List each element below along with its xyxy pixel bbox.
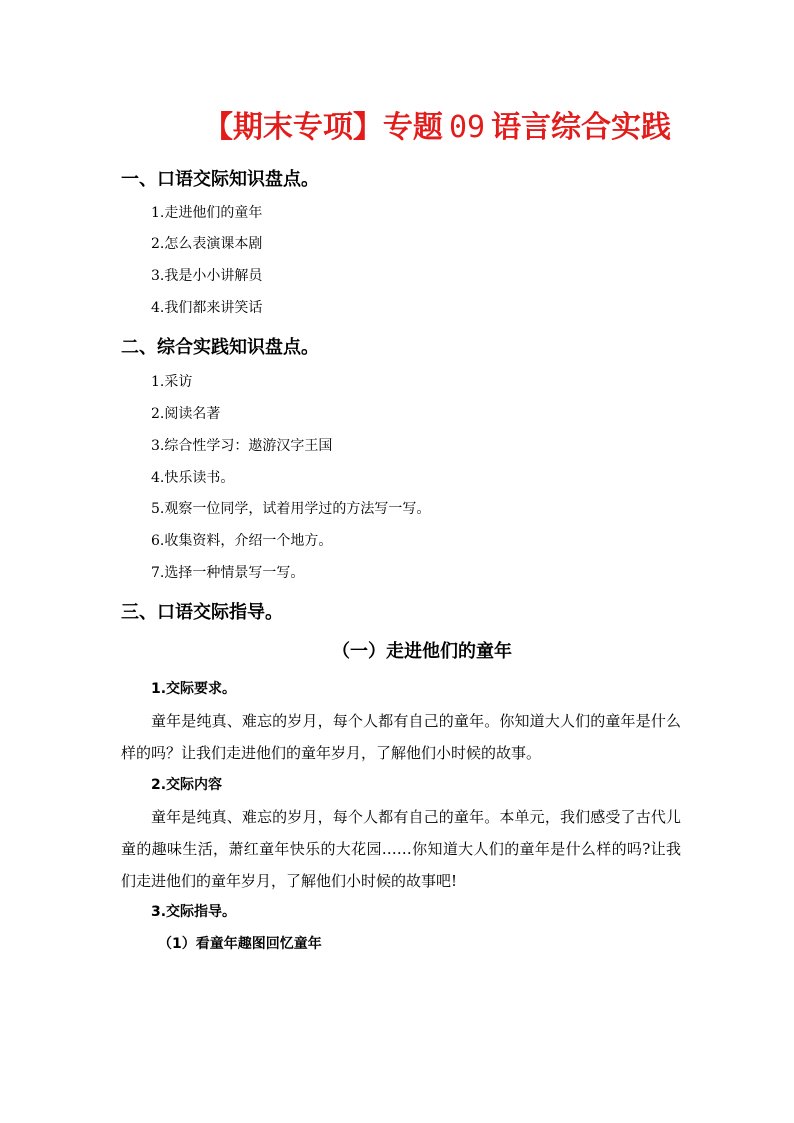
section3-heading: 三、口语交际指导。: [121, 602, 283, 623]
section2-heading: 二、综合实践知识盘点。: [121, 337, 319, 358]
section1-heading: 一、口语交际知识盘点。: [121, 169, 319, 190]
section2-item: 6.收集资料，介绍一个地方。: [151, 533, 333, 549]
section1-item: 3.我是小小讲解员: [151, 268, 263, 284]
section1-item: 2.怎么表演课本剧: [151, 236, 263, 252]
section2-item: 2.阅读名著: [151, 406, 221, 422]
paragraph-content: 童年是纯真、难忘的岁月，每个人都有自己的童年。本单元，我们感受了古代儿童的趣味生活，萧红童年快乐的大花园……你知道大人们的童年是什么样的吗?让我们走进他们的童年岁月，了解他们小时候的故事吧!: [121, 808, 681, 890]
title-number: 09: [448, 110, 486, 145]
label-guidance: 3.交际指导。: [151, 904, 237, 920]
section2-item: 4.快乐读书。: [151, 470, 235, 486]
label-requirements: 1.交际要求。: [151, 681, 237, 697]
section2-item: 3.综合性学习：遨游汉字王国: [151, 438, 333, 454]
label-content: 2.交际内容: [151, 777, 223, 793]
document-title: [0, 108, 794, 148]
title-rest-text: 语言综合实践: [491, 110, 672, 145]
paragraph-requirements: 童年是纯真、难忘的岁月，每个人都有自己的童年。你知道大人们的童年是什么样的吗？让我们走进他们的童年岁月，了解他们小时候的故事。: [121, 712, 681, 762]
guidance-step: （1）看童年趣图回忆童年: [158, 936, 322, 952]
section3-subtitle: （一）走进他们的童年: [332, 641, 512, 662]
section2-item: 7.选择一种情景写一写。: [151, 565, 305, 581]
section1-item: 4.我们都来讲笑话: [151, 300, 263, 316]
section2-item: 1.采访: [151, 374, 193, 390]
title-red-text: 【期末专项】专题: [202, 110, 443, 145]
section1-item: 1.走进他们的童年: [151, 205, 263, 221]
section2-item: 5.观察一位同学，试着用学过的方法写一写。: [151, 501, 431, 517]
